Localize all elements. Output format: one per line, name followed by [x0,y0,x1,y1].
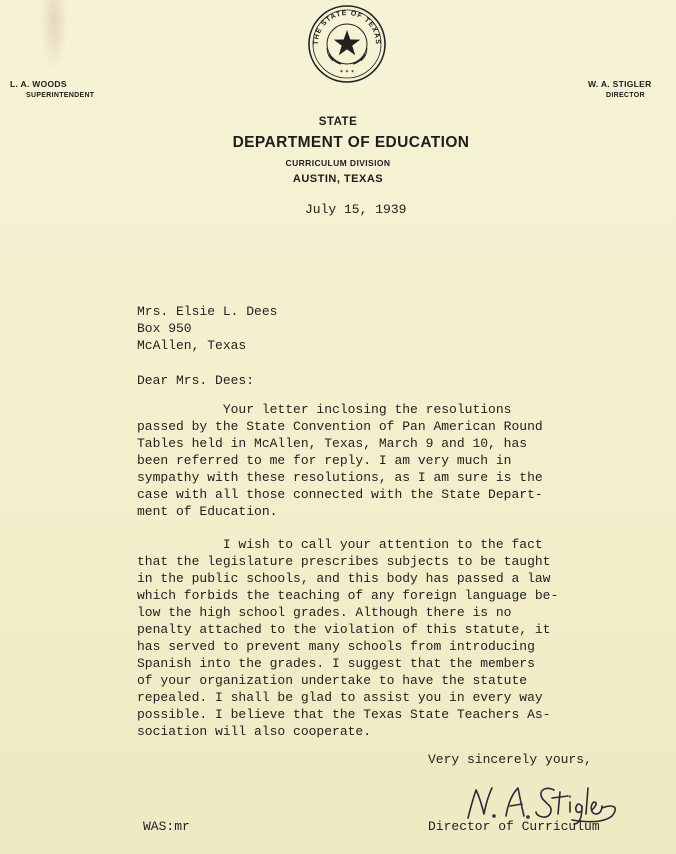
superintendent-title: SUPERINTENDENT [26,92,95,99]
director-title: DIRECTOR [606,92,645,99]
paragraph2-line: low the high school grades. Although there is no [137,605,512,620]
letterhead-division: CURRICULUM DIVISION [285,158,391,168]
paragraph2-line: repealed. I shall be glad to assist you in every way [137,690,543,705]
recipient-city: McAllen, Texas [137,338,247,353]
paragraph1-line: Your letter inclosing the resolutions [137,402,512,417]
paragraph1-line: sympathy with these resolutions, as I am sure is the [137,470,543,485]
paragraph2-line: which forbids the teaching of any foreign language be- [137,588,559,603]
reference-initials: WAS:mr [143,819,190,834]
letterhead-city: AUSTIN, TEXAS [292,173,384,185]
letterhead-department: DEPARTMENT OF EDUCATION [232,134,470,151]
paragraph2-line: of your organization undertake to have the statute [137,673,528,688]
paragraph2-line: penalty attached to the violation of this statute, it [137,622,551,637]
superintendent-name: L. A. WOODS [10,79,67,89]
paragraph1-line: been referred to me for reply. I am very much in [137,453,512,468]
paragraph2-line: has served to prevent many schools from introducing [137,639,535,654]
paragraph2-line: Spanish into the grades. I suggest that the members [137,656,535,671]
paragraph1-line: Tables held in McAllen, Texas, March 9 and 10, has [137,436,528,451]
paragraph2-line: possible. I believe that the Texas State Teachers As- [137,707,551,722]
recipient-box: Box 950 [137,321,192,336]
paragraph1-line: case with all those connected with the State Depart- [137,487,543,502]
letterhead-state: STATE [318,116,358,128]
svg-text:✶ ✶ ✶: ✶ ✶ ✶ [339,69,355,75]
paper-stain [40,0,68,70]
paragraph2-line: I wish to call your attention to the fact [137,537,543,552]
recipient-name: Mrs. Elsie L. Dees [137,304,278,319]
paragraph1-line: ment of Education. [137,504,278,519]
paragraph2-line: in the public schools, and this body has passed a law [137,571,551,586]
letter-date: July 15, 1939 [305,202,407,217]
texas-seal-icon [307,4,387,84]
paragraph2-line: sociation will also cooperate. [137,724,372,739]
director-name: W. A. STIGLER [588,79,652,89]
closing: Very sincerely yours, [428,752,592,767]
signer-title: Director of Curriculum [428,819,600,834]
paragraph2-line: that the legislature prescribes subjects to be taught [137,554,551,569]
paragraph1-line: passed by the State Convention of Pan American Round [137,419,543,434]
salutation: Dear Mrs. Dees: [137,373,255,388]
svg-text:THE STATE OF TEXAS: THE STATE OF TEXAS [312,9,382,46]
